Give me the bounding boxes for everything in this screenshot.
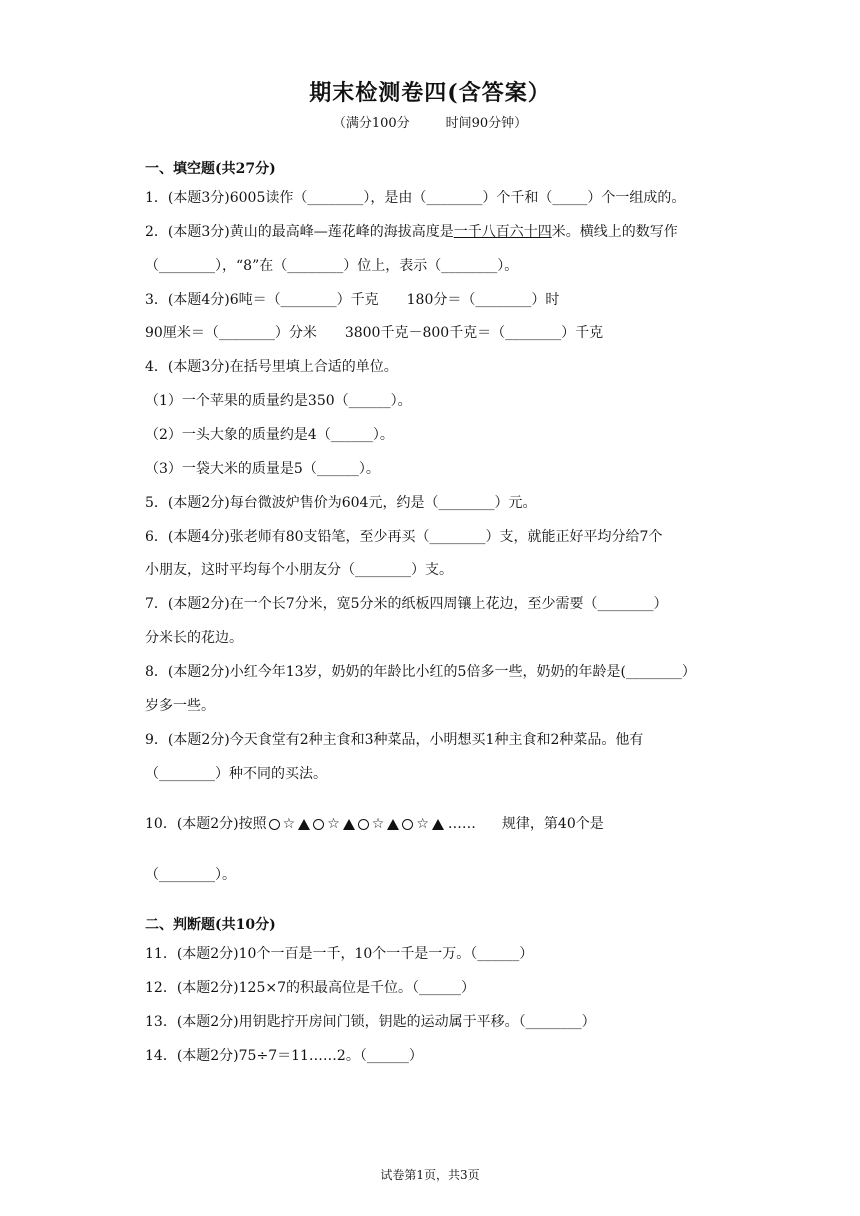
circle-icon xyxy=(313,819,324,830)
star-icon: ☆ xyxy=(416,816,429,832)
question-7-row-2: 分米长的花边。 xyxy=(145,630,243,646)
question-1: 1．(本题3分)6005读作（________），是由（________）个千和（_____）个一组成的。 xyxy=(145,190,686,206)
question-10-continued: （________）。 xyxy=(145,867,236,883)
question-4: 4．(本题3分)在括号里填上合适的单位。 xyxy=(145,359,398,375)
question-6-row-1: 6．(本题4分)张老师有80支铅笔，至少再买（________）支，就能正好平均分给7个 xyxy=(145,529,663,545)
question-6-row-2: 小朋友，这时平均每个小朋友分（________）支。 xyxy=(145,562,453,578)
question-2-continued: （________），“8”在（________）位上，表示（________）。 xyxy=(145,258,519,274)
exam-info xyxy=(0,112,860,131)
question-14: 14．(本题2分)75÷7＝11……2。（______） xyxy=(145,1048,423,1064)
question-10 xyxy=(145,813,604,833)
triangle-icon xyxy=(298,819,310,830)
pattern-ellipsis: …… xyxy=(447,816,476,832)
question-9-row-1: 9．(本题2分)今天食堂有2种主食和3种菜品，小明想买1种主食和2种菜品。他有 xyxy=(145,732,644,748)
question-3-row-2: 90厘米＝（________）分米 3800千克－800千克＝（________）千克 xyxy=(145,325,604,341)
star-icon: ☆ xyxy=(282,816,296,832)
question-2-text-a: 2．(本题3分)黄山的最高峰—莲花峰的海拔高度是 xyxy=(145,224,454,240)
question-8-row-2: 岁多一些。 xyxy=(145,698,215,714)
time-info: 时间90分钟） xyxy=(445,116,528,131)
question-10-text-b: 规律，第40个是 xyxy=(501,816,604,832)
question-7-row-1: 7．(本题2分)在一个长7分米，宽5分米的纸板四周镶上花边，至少需要（________） xyxy=(145,596,668,612)
question-4-part-1: （1）一个苹果的质量约是350（______）。 xyxy=(145,393,412,409)
question-4-part-3: （3）一袋大米的质量是5（______）。 xyxy=(145,461,380,477)
question-4-part-2: （2）一头大象的质量约是4（______）。 xyxy=(145,427,394,443)
question-2-underlined-number: 一千八百六十四 xyxy=(453,224,552,240)
star-icon: ☆ xyxy=(371,816,385,832)
triangle-icon xyxy=(432,819,444,830)
question-2 xyxy=(145,221,678,241)
question-13: 13．(本题2分)用钥匙拧开房间门锁，钥匙的运动属于平移。（________） xyxy=(145,1014,596,1030)
question-12: 12．(本题2分)125×7的积最高位是千位。（______） xyxy=(145,980,476,996)
circle-icon xyxy=(269,819,280,830)
triangle-icon xyxy=(343,819,355,830)
question-10-text-a: 10．(本题2分)按照 xyxy=(145,816,267,832)
page-title: 期末检测卷四(含答案） xyxy=(309,80,551,106)
section-true-false: 二、判断题(共10分) xyxy=(145,917,276,933)
star-icon: ☆ xyxy=(327,816,340,832)
triangle-icon xyxy=(387,819,399,830)
circle-icon xyxy=(402,819,413,830)
question-5: 5．(本题2分)每台微波炉售价为604元，约是（________）元。 xyxy=(145,495,537,511)
question-2-text-b: 米。横线上的数写作 xyxy=(551,224,678,240)
section-fill-in: 一、填空题(共27分) xyxy=(145,161,276,177)
shape-pattern xyxy=(269,817,444,831)
circle-icon xyxy=(358,819,369,830)
question-8-row-1: 8．(本题2分)小红今年13岁，奶奶的年龄比小红的5倍多一些，奶奶的年龄是(________） xyxy=(145,664,696,680)
question-11: 11．(本题2分)10个一百是一千，10个一千是一万。（______） xyxy=(145,946,534,962)
question-9-row-2: （________）种不同的买法。 xyxy=(145,766,327,782)
page-footer: 试卷第1页，共3页 xyxy=(380,1168,480,1182)
question-3-row-1: 3．(本题4分)6吨＝（________）千克 180分＝（________）时 xyxy=(145,292,560,308)
score-info: （满分100分 xyxy=(332,116,410,131)
